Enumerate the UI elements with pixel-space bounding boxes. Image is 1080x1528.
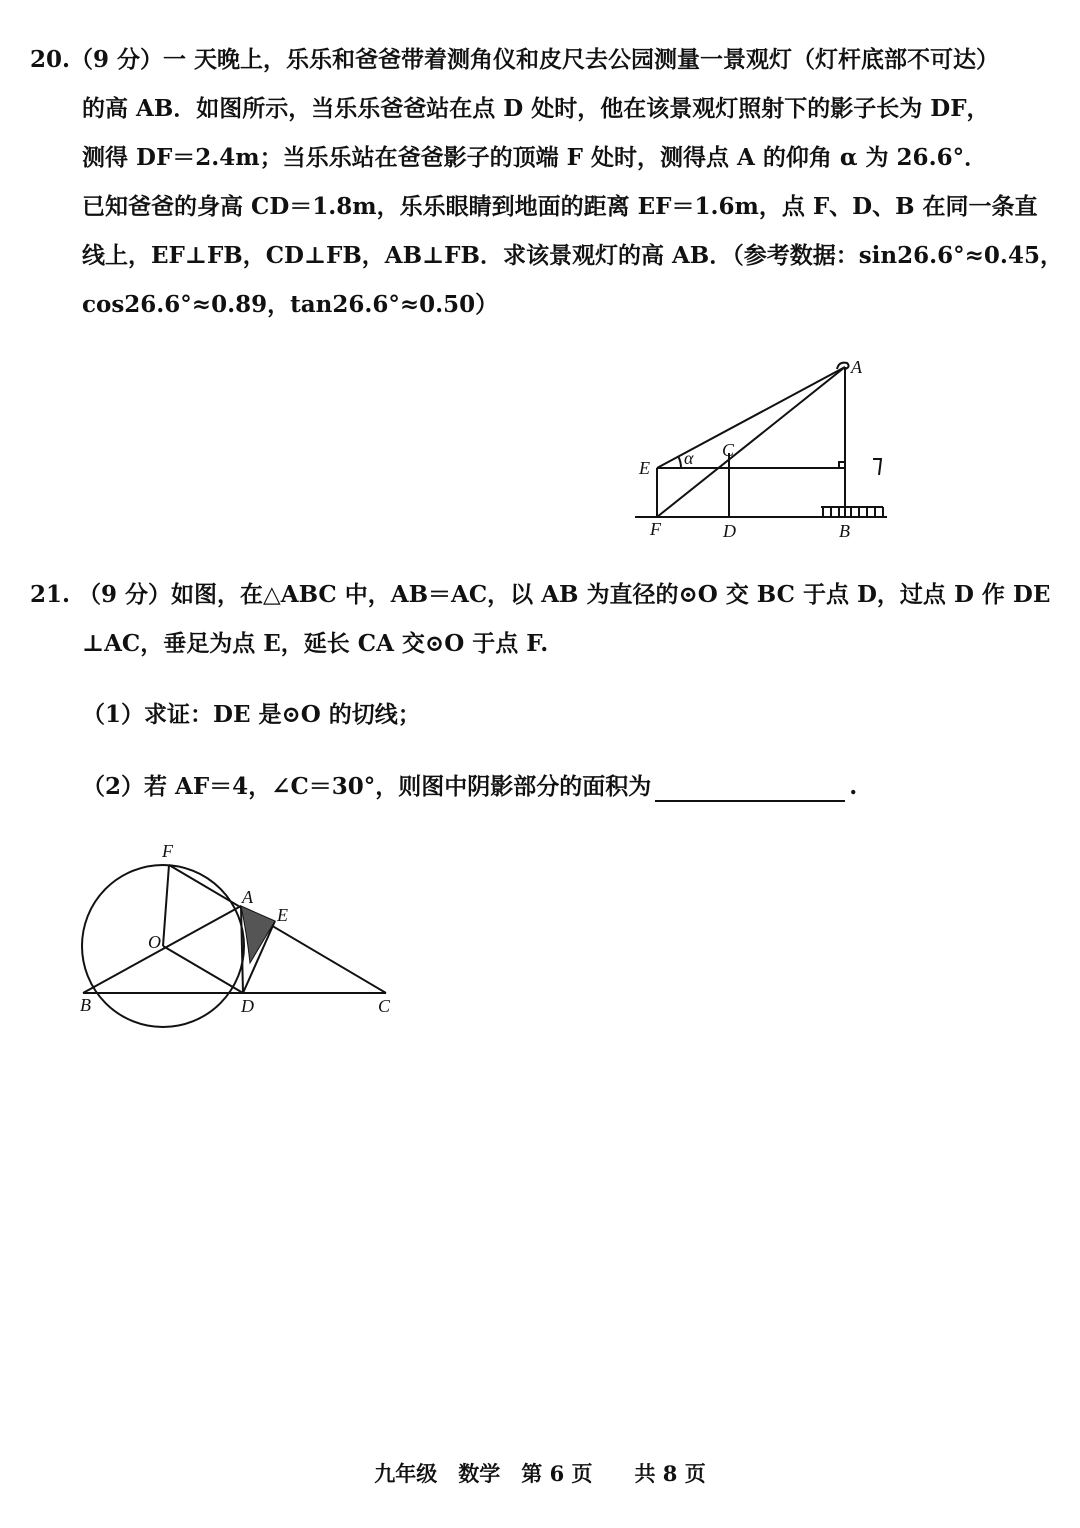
q20-line-4: 已知爸爸的身高 CD＝1.8m，乐乐眼睛到地面的距离 EF＝1.6m，点 F、D、B 在同一条直 [82, 193, 1038, 220]
label-o: O [148, 932, 161, 952]
label-b: B [839, 521, 850, 541]
q20-line-1: 20.（9 分）一 天晚上，乐乐和爸爸带着测角仪和皮尺去公园测量一景观灯（灯杆底部不可达） [30, 46, 1000, 73]
segment-od [163, 946, 243, 993]
q20-line-3: 测得 DF＝2.4m；当乐乐站在爸爸影子的顶端 F 处时，测得点 A 的仰角 α 为 26.6°． [82, 144, 988, 171]
q20-line-5: 线上，EF⊥FB，CD⊥FB，AB⊥FB．求该景观灯的高 AB．（参考数据：sin26.6°≈0.45， [82, 242, 1063, 269]
label-e: E [639, 458, 650, 478]
q21-line-2: ⊥AC，垂足为点 E，延长 CA 交⊙O 于点 F. [82, 630, 549, 657]
label-a: A [242, 887, 253, 907]
label-c: C [722, 440, 735, 460]
q21-line-1: 21. （9 分）如图，在△ABC 中，AB＝AC，以 AB 为直径的⊙O 交 BC 于点 D，过点 D 作 DE [30, 581, 1051, 608]
q21-figure [70, 835, 410, 1035]
q21-part-1: （1）求证：DE 是⊙O 的切线； [82, 701, 421, 728]
stray-mark [873, 459, 881, 475]
base-hatch [821, 507, 883, 517]
segment-fc [169, 865, 386, 993]
segment-ad [241, 906, 243, 993]
label-f: F [650, 519, 661, 539]
q20-line-2: 的高 AB．如图所示，当乐乐爸爸站在点 D 处时，他在该景观灯照射下的影子长为 DF， [82, 95, 990, 122]
label-f: F [162, 841, 173, 861]
q20-line-6: cos26.6°≈0.89，tan26.6°≈0.50） [82, 291, 499, 318]
segment-ab [83, 906, 241, 993]
q21-part-2-end: . [849, 773, 858, 800]
answer-blank[interactable] [655, 778, 845, 802]
label-b: B [80, 995, 91, 1015]
light-ray-fa [657, 367, 845, 517]
angle-alpha-arc [678, 456, 681, 468]
label-alpha: α [684, 448, 694, 468]
label-d: D [241, 996, 254, 1016]
q21-part-2-text: （2）若 AF＝4，∠C＝30°，则图中阴影部分的面积为 [82, 773, 652, 800]
label-d: D [723, 521, 736, 541]
page-footer: 九年级 数学 第 6 页 共 8 页 [374, 1461, 706, 1486]
label-e: E [277, 905, 288, 925]
label-c: C [378, 996, 391, 1016]
q20-figure [625, 355, 905, 545]
segment-fo [163, 865, 169, 946]
label-a: A [851, 357, 862, 377]
q21-part-2 [82, 772, 857, 802]
